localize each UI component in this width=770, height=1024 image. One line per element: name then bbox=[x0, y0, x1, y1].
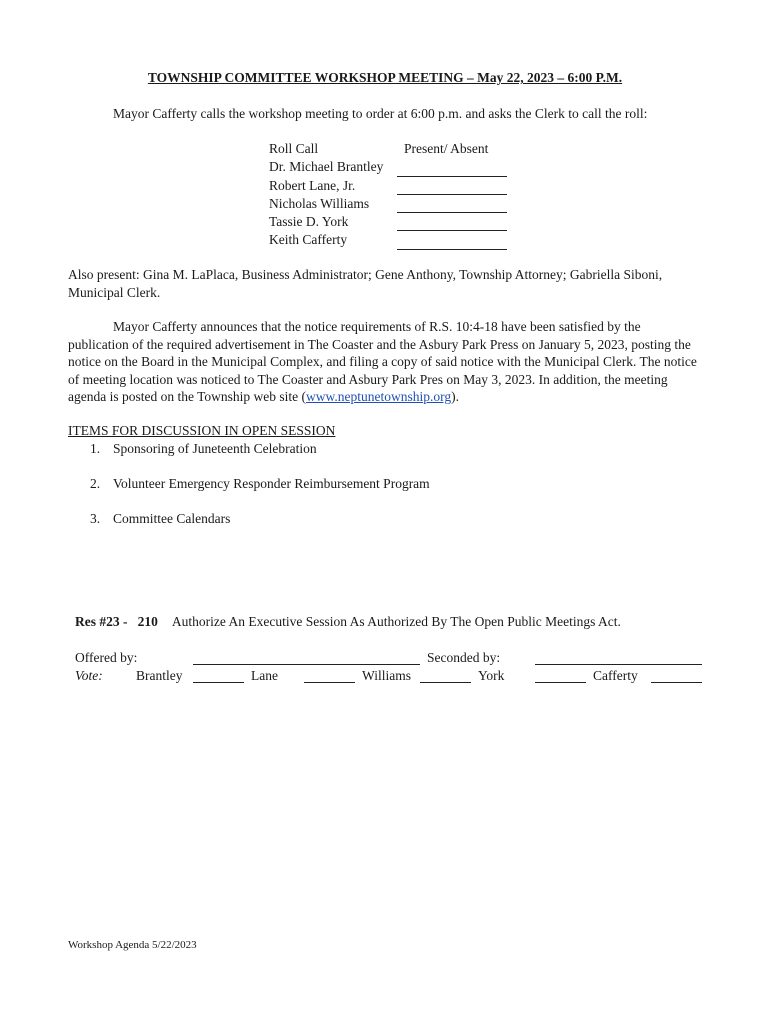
list-item bbox=[90, 476, 430, 492]
vote-blank bbox=[651, 668, 702, 683]
vote-blank bbox=[535, 668, 586, 683]
resolution-text: Authorize An Executive Session As Authorized By The Open Public Meetings Act. bbox=[171, 614, 621, 629]
also-present-paragraph: Also present: Gina M. LaPlaca, Business Administrator; Gene Anthony, Township Attorney; Gabriella Siboni, Municipal Clerk. bbox=[68, 267, 663, 300]
roll-call-table bbox=[269, 140, 507, 250]
vote-name: Brantley bbox=[136, 668, 183, 683]
vote-blank bbox=[420, 668, 471, 683]
vote-name: Williams bbox=[362, 668, 411, 683]
member-name: Tassie D. York bbox=[269, 214, 349, 230]
vote-label: Vote: bbox=[75, 668, 103, 683]
item-number: 3. bbox=[90, 511, 101, 526]
roll-call-row bbox=[269, 177, 507, 195]
resolution-number: Res #23 - 210 bbox=[75, 614, 158, 629]
offered-by-blank bbox=[193, 650, 420, 665]
attendance-blank bbox=[397, 163, 507, 177]
item-number: 1. bbox=[90, 441, 101, 456]
roll-call-row bbox=[269, 158, 507, 176]
item-label: Committee Calendars bbox=[113, 511, 231, 526]
roll-call-row bbox=[269, 231, 507, 249]
page-title: TOWNSHIP COMMITTEE WORKSHOP MEETING – May 22, 2023 – 6:00 P.M. bbox=[147, 70, 623, 85]
vote-name: Cafferty bbox=[593, 668, 638, 683]
attendance-blank bbox=[397, 199, 507, 213]
notice-paragraph bbox=[68, 318, 698, 406]
list-item bbox=[90, 511, 230, 527]
attendance-blank bbox=[397, 236, 507, 250]
member-name: Keith Cafferty bbox=[269, 232, 348, 248]
notice-end: ). bbox=[451, 389, 460, 405]
township-website-link[interactable]: www.neptunetownship.org bbox=[306, 389, 452, 405]
member-name: Robert Lane, Jr. bbox=[269, 177, 356, 193]
item-number: 2. bbox=[90, 476, 101, 491]
attendance-blank bbox=[397, 181, 507, 195]
list-item bbox=[90, 441, 317, 457]
intro-text: Mayor Cafferty calls the workshop meeting to order at 6:00 p.m. and asks the Clerk to call the roll: bbox=[113, 106, 648, 121]
vote-name: Lane bbox=[251, 668, 278, 683]
offered-by-label: Offered by: bbox=[75, 650, 138, 665]
vote-name: York bbox=[478, 668, 505, 683]
vote-blank bbox=[304, 668, 355, 683]
page-footer: Workshop Agenda 5/22/2023 bbox=[68, 939, 197, 951]
attendance-blank bbox=[397, 217, 507, 231]
roll-call-label: Roll Call bbox=[269, 141, 319, 156]
item-label: Volunteer Emergency Responder Reimbursement Program bbox=[113, 476, 430, 491]
item-label: Sponsoring of Juneteenth Celebration bbox=[113, 441, 317, 456]
notice-text: Mayor Cafferty announces that the notice requirements of R.S. 10:4-18 have been satisfied by the publication of the required advertisement in The Coaster and the Asbury Park Press on January 5, 2023, posting the notice on the Board in the Municipal Complex, and filing a copy of said notice with the Municipal Clerk. The notice of meeting location was noticed to The Coaster and Asbury Park Pres on May 3, 2023. In addition, the meeting agenda is posted on the Township web site ( bbox=[68, 319, 697, 405]
member-name: Nicholas Williams bbox=[269, 195, 370, 211]
member-name: Dr. Michael Brantley bbox=[269, 159, 384, 175]
items-heading: ITEMS FOR DISCUSSION IN OPEN SESSION bbox=[68, 423, 336, 438]
resolution-line bbox=[75, 614, 621, 630]
vote-blank bbox=[193, 668, 244, 683]
roll-call-row bbox=[269, 195, 507, 213]
vote-block bbox=[75, 650, 705, 690]
roll-call-row bbox=[269, 213, 507, 231]
present-absent-label: Present/ Absent bbox=[404, 141, 489, 156]
seconded-by-label: Seconded by: bbox=[427, 650, 501, 665]
roll-call-header bbox=[269, 140, 507, 158]
seconded-by-blank bbox=[535, 650, 702, 665]
